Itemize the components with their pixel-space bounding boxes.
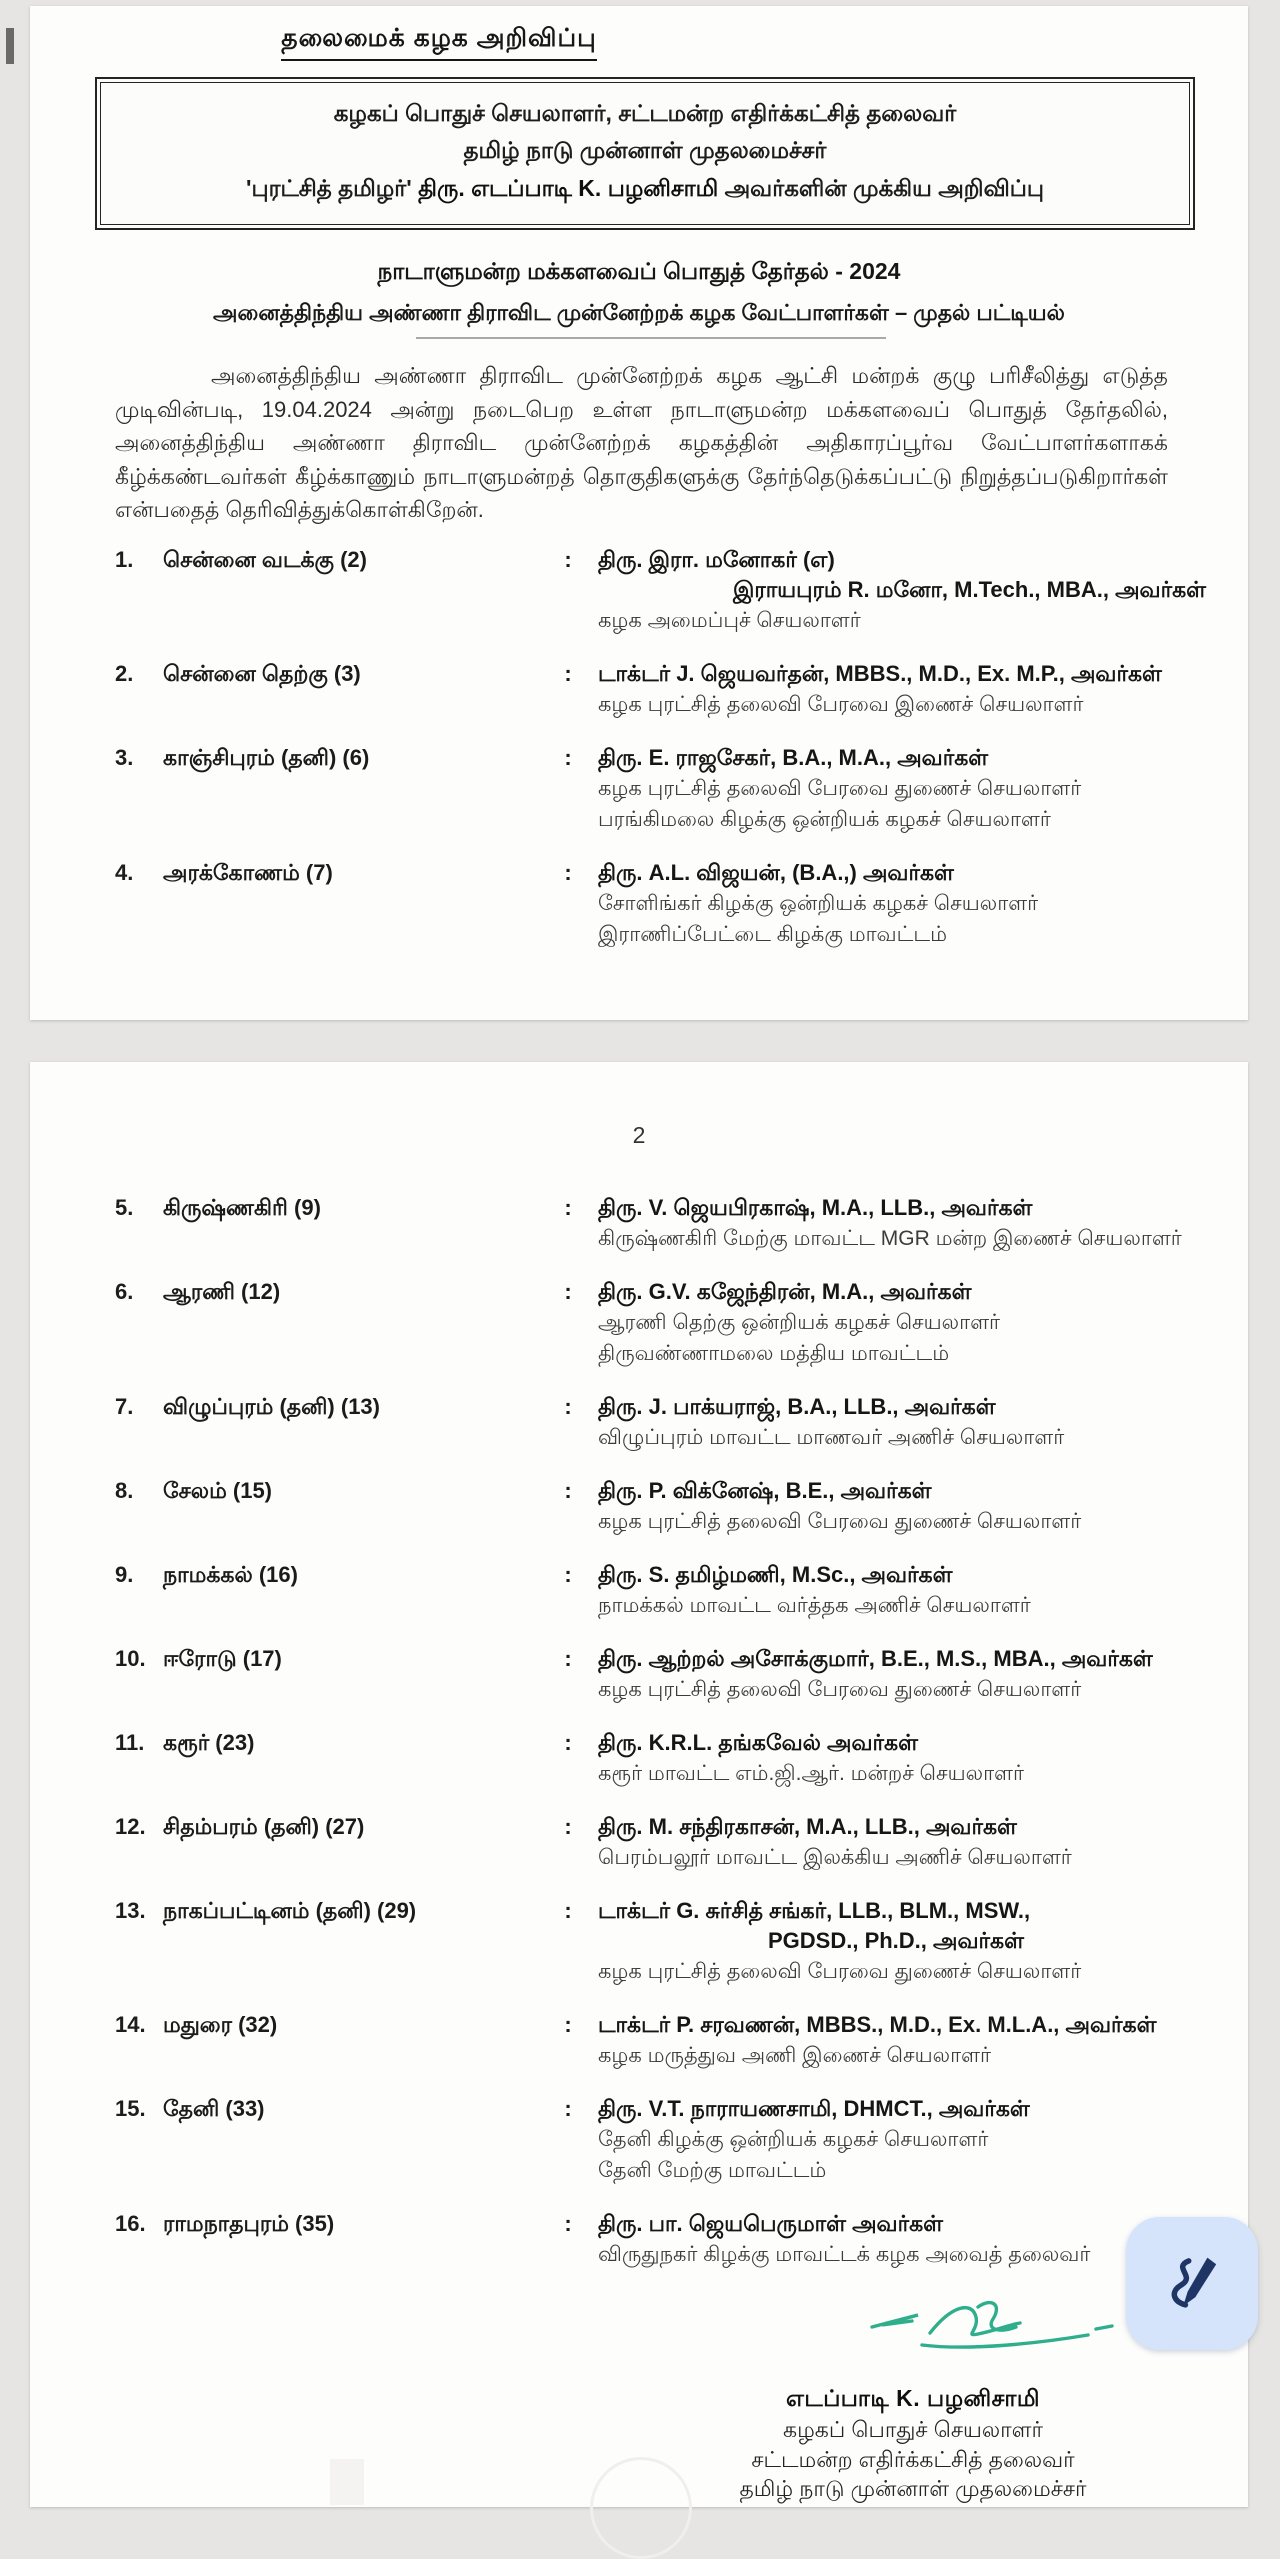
candidate-list-item (115, 1476, 1218, 1537)
constituency-name: சிதம்பரம் (தனி) (27) (163, 1814, 365, 1839)
announcement-box (95, 77, 1195, 230)
constituency-name: நாகப்பட்டினம் (தனி) (29) (163, 1898, 417, 1923)
colon-separator: : (564, 1898, 572, 1923)
candidate-list-item (115, 1728, 1218, 1789)
colon-separator: : (564, 744, 572, 770)
candidate-details (598, 2094, 1218, 2186)
designation-line: தேனி மேற்கு மாவட்டம் (598, 2159, 827, 2182)
candidate-name: திரு. S. தமிழ்மணி, M.Sc., அவர்கள் (598, 1562, 953, 1587)
candidate-name: திரு. E. ராஜசேகர், B.A., M.A., அவர்கள் (598, 744, 989, 770)
item-number: 10. (115, 1646, 146, 1671)
candidate-details (598, 659, 1218, 720)
signature-ink (860, 2293, 1170, 2383)
constituency-name: சென்னை வடக்கு (2) (163, 546, 367, 572)
designation-line: கிருஷ்ணகிரி மேற்கு மாவட்ட MGR மன்ற இணைச் செயலாளர் (598, 1227, 1182, 1250)
colon-separator: : (564, 1394, 572, 1419)
leader-title-line: தமிழ் நாடு முன்னாள் முதலமைச்சர் (463, 137, 827, 163)
candidate-details (598, 1812, 1218, 1873)
designation-line: ஆரணி தெற்கு ஒன்றியக் கழகச் செயலாளர் (598, 1311, 1000, 1334)
candidate-name: திரு. K.R.L. தங்கவேல் அவர்கள் (598, 1730, 918, 1755)
candidate-name: திரு. இரா. மனோகர் (எ) (598, 546, 835, 572)
item-number: 1. (115, 546, 134, 572)
constituency-name: தேனி (33) (163, 2096, 265, 2121)
candidate-list-item (115, 743, 1218, 835)
item-number: 15. (115, 2096, 146, 2121)
colon-separator: : (564, 2096, 572, 2121)
candidate-list-item (115, 1392, 1218, 1453)
candidate-name: திரு. பா. ஜெயபெருமாள் அவர்கள் (598, 2211, 944, 2236)
constituency-name: நாமக்கல் (16) (163, 1562, 298, 1587)
item-number: 14. (115, 2012, 146, 2037)
constituency-name: ஈரோடு (17) (163, 1646, 282, 1671)
signatory-designation: தமிழ் நாடு முன்னாள் முதலமைச்சர் (739, 2476, 1087, 2501)
candidate-name: டாக்டர் G. சுர்சித் சங்கர், LLB., BLM., MSW., (598, 1898, 1031, 1923)
item-number: 3. (115, 744, 134, 770)
colon-separator: : (564, 546, 572, 572)
scan-edge-artifact (6, 28, 14, 64)
designation-line: திருவண்ணாமலை மத்திய மாவட்டம் (598, 1342, 950, 1365)
designation-line: கழக புரட்சித் தலைவி பேரவை துணைச் செயலாளர் (598, 1960, 1082, 1983)
candidate-details (598, 2209, 1218, 2270)
colon-separator: : (564, 1562, 572, 1587)
candidate-name: டாக்டர் P. சரவணன், MBBS., M.D., Ex. M.L.A., அவர்கள் (598, 2012, 1157, 2037)
candidate-details (598, 1277, 1218, 1369)
item-number: 2. (115, 660, 134, 686)
candidate-list-page1 (30, 545, 1248, 950)
candidate-details (598, 1728, 1218, 1789)
candidate-list-title: அனைத்திந்திய அண்ணா திராவிட முன்னேற்றக் கழக வேட்பாளர்கள் – முதல் பட்டியல் (213, 300, 1065, 325)
colon-separator: : (564, 660, 572, 686)
item-number: 4. (115, 859, 134, 885)
constituency-name: ஆரணி (12) (163, 1279, 281, 1304)
document-page-1 (30, 6, 1248, 1020)
signatory-designation: கழகப் பொதுச் செயலாளர் (783, 2417, 1043, 2442)
candidate-list-item (115, 659, 1218, 720)
item-number: 12. (115, 1814, 146, 1839)
candidate-name: திரு. A.L. விஜயன், (B.A.,) அவர்கள் (598, 859, 954, 885)
candidate-details (598, 858, 1218, 950)
candidate-name: திரு. V.T. நாராயணசாமி, DHMCT., அவர்கள் (598, 2096, 1030, 2121)
page-title: தலைமைக் கழக அறிவிப்பு (281, 24, 596, 61)
candidate-details (598, 1476, 1218, 1537)
item-number: 16. (115, 2211, 146, 2236)
candidate-name: டாக்டர் J. ஜெயவர்தன், MBBS., M.D., Ex. M.P., அவர்கள் (598, 660, 1162, 686)
constituency-name: ராமநாதபுரம் (35) (163, 2211, 335, 2236)
signatory-block (603, 2385, 1223, 2504)
candidate-name: திரு. V. ஜெயபிரகாஷ், M.A., LLB., அவர்கள் (598, 1195, 1033, 1220)
designation-line: கழக புரட்சித் தலைவி பேரவை துணைச் செயலாளர் (598, 776, 1082, 800)
item-number: 11. (115, 1730, 145, 1755)
candidate-name: திரு. M. சந்திரகாசன், M.A., LLB., அவர்கள் (598, 1814, 1017, 1839)
item-number: 6. (115, 1279, 134, 1304)
signatory-designation: சட்டமன்ற எதிர்க்கட்சித் தலைவர் (751, 2446, 1075, 2472)
leader-name-suffix: அவர்களின் முக்கிய அறிவிப்பு (718, 175, 1044, 201)
candidate-name: திரு. P. விக்னேஷ், B.E., அவர்கள் (598, 1478, 932, 1503)
colon-separator: : (564, 1646, 572, 1671)
designation-line: சோளிங்கர் கிழக்கு ஒன்றியக் கழகச் செயலாளர் (598, 891, 1039, 915)
designation-line: தேனி கிழக்கு ஒன்றியக் கழகச் செயலாளர் (598, 2128, 989, 2151)
designation-line: கழக மருத்துவ அணி இணைச் செயலாளர் (598, 2044, 991, 2067)
candidate-list-page2 (30, 1193, 1248, 2270)
item-number: 9. (115, 1562, 134, 1587)
candidate-list-item (115, 545, 1218, 636)
colon-separator: : (564, 1814, 572, 1839)
candidate-list-item (115, 858, 1218, 950)
constituency-name: அரக்கோணம் (7) (163, 859, 333, 885)
designation-line: கழக புரட்சித் தலைவி பேரவை இணைச் செயலாளர் (598, 692, 1084, 716)
designation-line: கழக புரட்சித் தலைவி பேரவை துணைச் செயலாளர் (598, 1510, 1082, 1533)
candidate-details (598, 2010, 1218, 2071)
leader-name: திரு. எடப்பாடி K. பழனிசாமி (418, 175, 719, 201)
candidate-details (598, 1896, 1218, 1987)
leader-honorific: 'புரட்சித் தமிழர்' (246, 175, 419, 201)
scan-watermark-circle (590, 2457, 692, 2559)
constituency-name: கிருஷ்ணகிரி (9) (163, 1195, 321, 1220)
constituency-name: சென்னை தெற்கு (3) (163, 660, 361, 686)
designation-line: பெரம்பலூர் மாவட்ட இலக்கிய அணிச் செயலாளர் (598, 1846, 1072, 1869)
pen-scribble-icon (1159, 2251, 1225, 2317)
candidate-list-item (115, 2209, 1218, 2270)
headline-wrap (30, 24, 848, 61)
colon-separator: : (564, 1730, 572, 1755)
designation-line: கரூர் மாவட்ட எம்.ஜி.ஆர். மன்றச் செயலாளர் (598, 1762, 1024, 1785)
announcement-box-inner (100, 82, 1190, 225)
designation-line: பரங்கிமலை கிழக்கு ஒன்றியக் கழகச் செயலாளர் (598, 807, 1051, 831)
scan-watermark-rect (330, 2459, 364, 2505)
designation-line: விழுப்புரம் மாவட்ட மாணவர் அணிச் செயலாளர் (598, 1426, 1065, 1449)
candidate-details (598, 743, 1218, 835)
item-number: 8. (115, 1478, 134, 1503)
candidate-details (598, 1392, 1218, 1453)
designation-line: இராணிப்பேட்டை கிழக்கு மாவட்டம் (598, 922, 947, 946)
constituency-name: மதுரை (32) (163, 2012, 278, 2037)
candidate-details (598, 1644, 1218, 1705)
colon-separator: : (564, 1195, 572, 1220)
colon-separator: : (564, 1478, 572, 1503)
item-number: 7. (115, 1394, 134, 1419)
item-number: 5. (115, 1195, 134, 1220)
designation-line: விருதுநகர் கிழக்கு மாவட்டக் கழக அவைத் தலைவர் (598, 2243, 1091, 2266)
constituency-name: விழுப்புரம் (தனி) (13) (163, 1394, 380, 1419)
candidate-name: திரு. G.V. கஜேந்திரன், M.A., அவர்கள் (598, 1279, 972, 1304)
designation-line: கழக அமைப்புச் செயலாளர் (598, 608, 861, 632)
candidate-list-item (115, 2094, 1218, 2186)
item-number: 13. (115, 1898, 146, 1923)
colon-separator: : (564, 1279, 572, 1304)
title-underline-rule (416, 337, 886, 339)
constituency-name: கரூர் (23) (163, 1730, 255, 1755)
signature-section (30, 2293, 1248, 2523)
signatory-name: எடப்பாடி K. பழனிசாமி (785, 2385, 1041, 2411)
candidate-list-item (115, 2010, 1218, 2071)
candidate-list-item (115, 1644, 1218, 1705)
document-page-2 (30, 1062, 1248, 2507)
designation-line: நாமக்கல் மாவட்ட வர்த்தக அணிச் செயலாளர் (598, 1594, 1031, 1617)
designation-line: கழக புரட்சித் தலைவி பேரவை துணைச் செயலாளர் (598, 1678, 1082, 1701)
colon-separator: : (564, 2211, 572, 2236)
constituency-name: காஞ்சிபுரம் (தனி) (6) (163, 744, 370, 770)
candidate-name: திரு. J. பாக்யராஜ், B.A., LLB., அவர்கள் (598, 1394, 996, 1419)
candidate-details (598, 1193, 1218, 1254)
announcement-paragraph: அனைத்திந்திய அண்ணா திராவிட முன்னேற்றக் கழக ஆட்சி மன்றக் குழு பரிசீலித்து எடுத்த முடிவின்படி, 19.04.2024 அன்று நடைபெற உள்ள நாடாளுமன்ற மக்களவைப் பொதுத் தேர்தலில், அனைத்திந்திய அண்ணா திராவிட முன்னேற்றக் கழகத்தின் அதிகாரப்பூர்வ வேட்பாளர்களாகக் கீழ்க்கண்டவர்கள் கீழ்க்காணும் நாடாளுமன்றத் தொகுதிகளுக்கு தேர்ந்தெடுக்கப்பட்டு நிறுத்தப்படுகிறார்கள் என்பதைத் தெரிவித்துக்கொள்கிறேன். (115, 363, 1168, 522)
colon-separator: : (564, 859, 572, 885)
candidate-name: இராயபுரம் R. மனோ, M.Tech., MBA., அவர்கள் (733, 576, 1207, 602)
election-title: நாடாளுமன்ற மக்களவைப் பொதுத் தேர்தல் - 2024 (377, 258, 901, 284)
candidate-details (598, 1560, 1218, 1621)
candidate-list-item (115, 1193, 1218, 1254)
candidate-name: PGDSD., Ph.D., அவர்கள் (768, 1928, 1024, 1953)
constituency-name: சேலம் (15) (163, 1478, 273, 1503)
colon-separator: : (564, 2012, 572, 2037)
leader-title-line: கழகப் பொதுச் செயலாளர், சட்டமன்ற எதிர்க்கட்சித் தலைவர் (333, 100, 957, 126)
annotate-button[interactable] (1126, 2217, 1258, 2350)
candidate-list-item (115, 1560, 1218, 1621)
candidate-list-item (115, 1277, 1218, 1369)
candidate-details (598, 545, 1218, 636)
leader-name-line (109, 169, 1181, 208)
page-number: 2 (632, 1122, 646, 1148)
candidate-list-item (115, 1812, 1218, 1873)
candidate-list-item (115, 1896, 1218, 1987)
candidate-name: திரு. ஆற்றல் அசோக்குமார், B.E., M.S., MBA., அவர்கள் (598, 1646, 1153, 1671)
